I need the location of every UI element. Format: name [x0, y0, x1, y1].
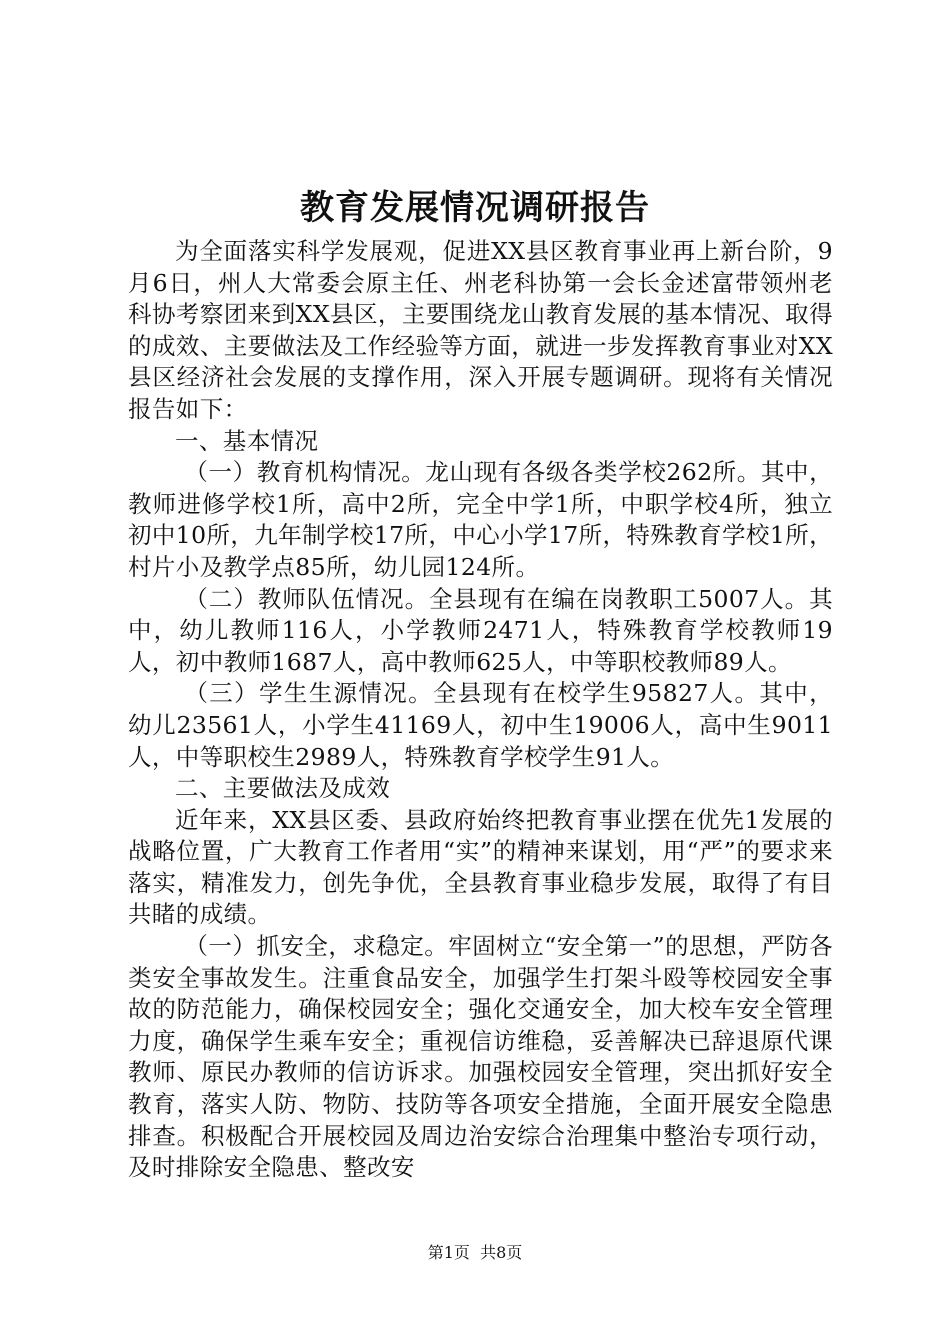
section-heading-measures: 二、主要做法及成效: [175, 774, 391, 803]
intro-paragraph: 为全面落实科学发展观，促进XX县区教育事业再上新台阶，9月6日，州人大常委会原主任、州老科协第一会长金述富带领州老科协考察团来到XX县区，主要围绕龙山教育发展的基本情况、取得的成效、主要做法及工作经验等方面，就进一步发挥教育事业对XX县区经济社会发展的支撑作用，深入开展专题调研。现将有关情况报告如下：: [128, 237, 833, 423]
total-pages: 共8页: [480, 1243, 523, 1262]
document-title: 教育发展情况调研报告: [300, 188, 650, 228]
section-heading-basic: 一、基本情况: [175, 426, 319, 455]
paragraph-measures-intro: 近年来，XX县区委、县政府始终把教育事业摆在优先1发展的战略位置，广大教育工作者用“实”的精神来谋划，用“严”的要求来落实，精准发力，创先争优，全县教育事业稳步发展，取得了有目共睹的成绩。: [128, 805, 833, 929]
paragraph-students: （三）学生生源情况。全县现有在校学生95827人。其中，幼儿23561人，小学生41169人，初中生19006人，高中生9011人，中等职校生2989人，特殊教育学校学生91人。: [128, 679, 833, 771]
footer-gap: [470, 1243, 480, 1262]
paragraph-safety: （一）抓安全，求稳定。牢固树立“安全第一”的思想，严防各类安全事故发生。注重食品安全，加强学生打架斗殴等校园安全事故的防范能力，确保校园安全；强化交通安全，加大校车安全管理力度，确保学生乘车安全；重视信访维稳，妥善解决已辞退原代课教师、原民办教师的信访诉求。加强校园安全管理，突出抓好安全教育，落实人防、物防、技防等各项安全措施，全面开展安全隐患排查。积极配合开展校园及周边治安综合治理集中整治专项行动，及时排除安全隐患、整改安: [128, 932, 833, 1182]
page-number: 第1页: [427, 1243, 470, 1262]
paragraph-institutions: （一）教育机构情况。龙山现有各级各类学校262所。其中，教师进修学校1所，高中2所，完全中学1所，中职学校4所，独立初中10所，九年制学校17所，中心小学17所，特殊教育学校1所，村片小及教学点85所，幼儿园124所。: [128, 458, 833, 581]
document-body: [128, 236, 833, 1184]
paragraph-teachers: （二）教师队伍情况。全县现有在编在岗教职工5007人。其中，幼儿教师116人，小学教师2471人，特殊教育学校教师19人，初中教师1687人，高中教师625人，中等职校教师89人。: [128, 584, 833, 676]
page-footer: [0, 1242, 950, 1264]
